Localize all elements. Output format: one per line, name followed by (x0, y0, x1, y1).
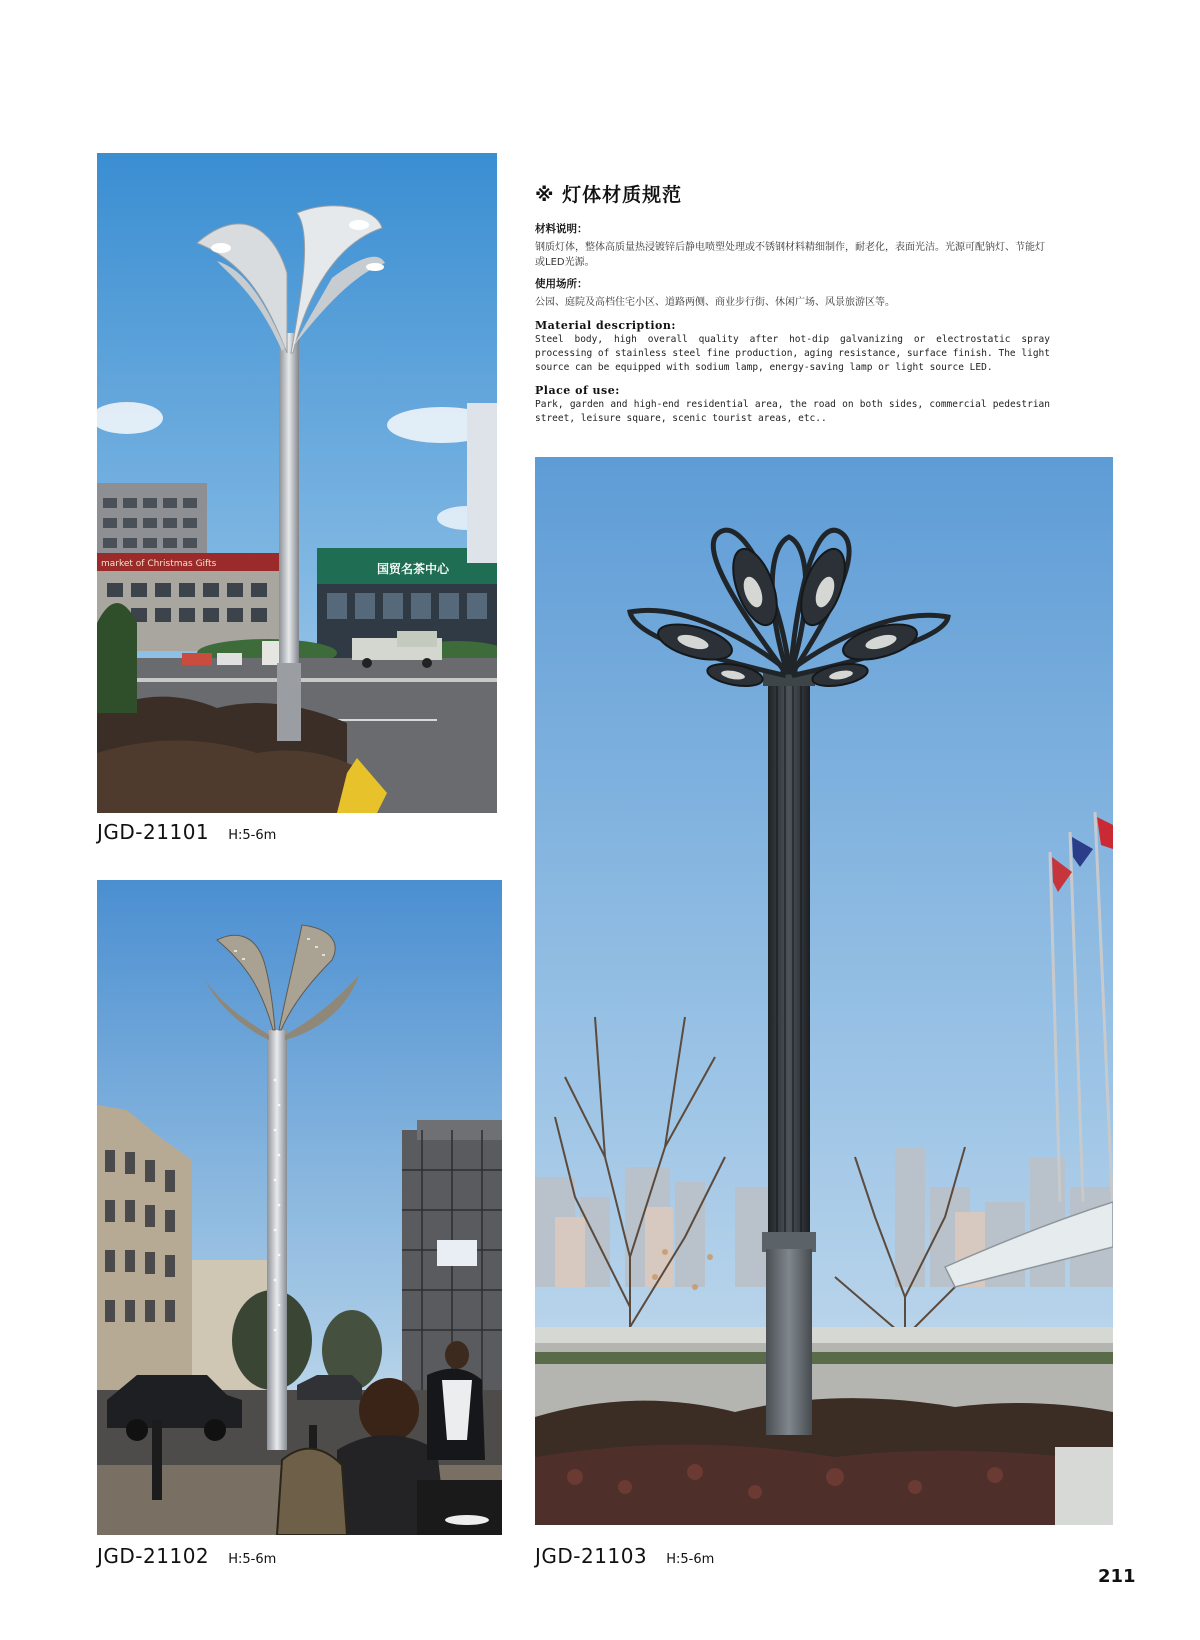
material-text-cn: 钢质灯体，整体高质量热浸镀锌后静电喷塑处理或不锈钢材料精细制作，耐老化，表面光洁。光源可配钠灯、节能灯或LED光源。 (535, 242, 1045, 268)
material-label-en: Material description: (535, 319, 676, 332)
use-label-en: Place of use: (535, 384, 620, 397)
caption-jgd-21102 (97, 1544, 276, 1568)
use-label-cn: 使用场所： (535, 278, 588, 290)
building-sign: 国贸名茶中心 (377, 562, 450, 576)
model-code: JGD-21101 (97, 820, 210, 844)
product-photo-jgd-21102 (97, 880, 502, 1535)
section-title: ※ 灯体材质规范 (535, 184, 683, 206)
use-text-cn: 公园、庭院及高档住宅小区、道路两侧、商业步行街、休闲广场、风景旅游区等。 (535, 297, 895, 308)
product-photo-jgd-21101 (97, 153, 497, 813)
street-scene-image (97, 153, 497, 813)
height-spec: H:5-6m (228, 828, 277, 843)
plaza-scene-image (535, 457, 1113, 1525)
material-label-cn: 材料说明： (535, 223, 588, 235)
store-sign-christmas: market of Christmas Gifts (101, 559, 217, 569)
height-spec: H:5-6m (666, 1552, 715, 1567)
material-text-en: Steel body, high overall quality after hot-dip galvanizing or electrostatic spray processing of stainless steel fine production, aging resistance, surface finish. The light source can be equipped with sodium lamp, energy-saving lamp or light source LED. (535, 334, 1050, 373)
height-spec: H:5-6m (228, 1552, 277, 1567)
model-code: JGD-21102 (97, 1544, 210, 1568)
use-text-en: Park, garden and high-end residential area, the road on both sides, commercial pedestrian street, leisure square, scenic tourist areas, etc.. (535, 399, 1050, 424)
material-spec-section (535, 180, 1050, 426)
page-number: 211 (1098, 1566, 1136, 1587)
product-photo-jgd-21103 (535, 457, 1113, 1525)
caption-jgd-21103 (535, 1544, 714, 1568)
caption-jgd-21101 (97, 820, 276, 844)
cafe-street-image (97, 880, 502, 1535)
model-code: JGD-21103 (535, 1544, 648, 1568)
